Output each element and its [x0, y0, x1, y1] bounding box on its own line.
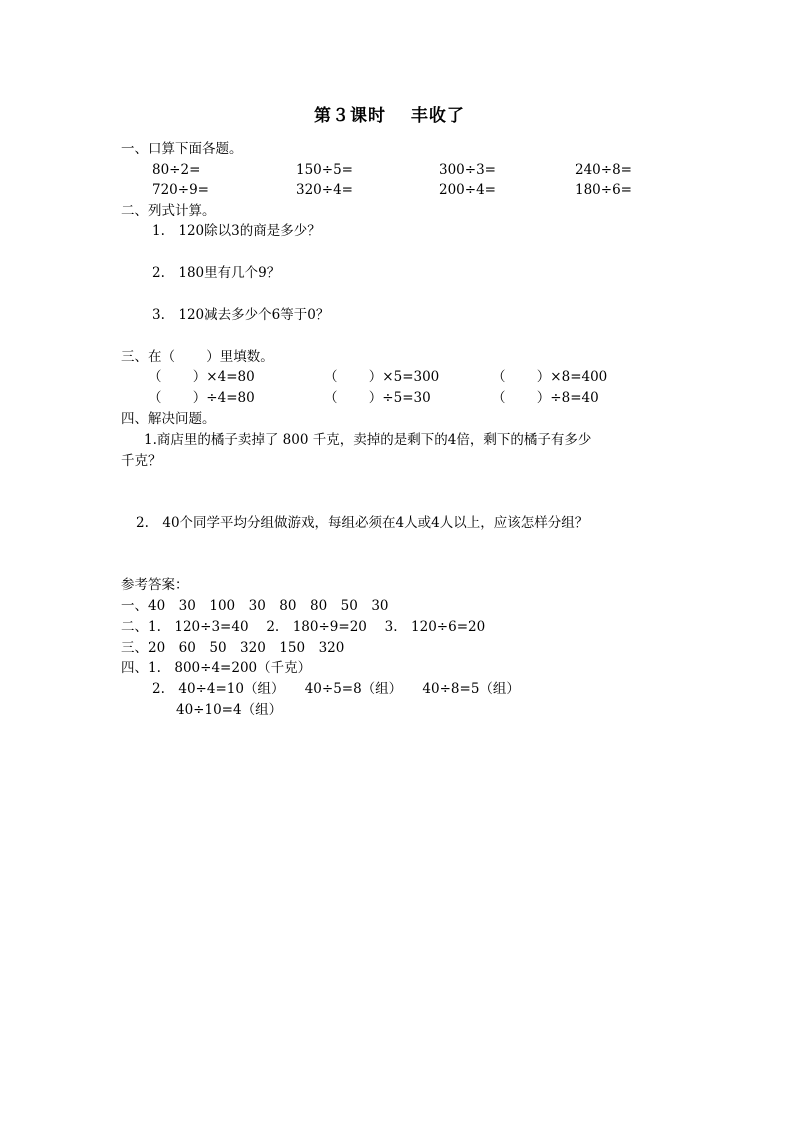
fill-blank-item: （ ）÷4=80: [148, 390, 255, 406]
written-calc-item: 2. 180里有几个9？: [152, 265, 281, 281]
answer-line: 一、40 30 100 30 80 80 50 30: [121, 598, 389, 614]
fill-blank-item: （ ）×5=300: [324, 369, 440, 385]
written-calc-item: 3. 120减去多少个6等于0？: [152, 307, 330, 323]
fill-blank-item: （ ）÷5=30: [324, 390, 431, 406]
word-problem-2: 2. 40个同学平均分组做游戏，每组必须在4人或4人以上，应该怎样分组？: [136, 515, 589, 531]
page-title: 第３课时 丰收了: [314, 106, 465, 126]
written-calc-item: 1. 120除以3的商是多少？: [152, 223, 321, 239]
answer-line: 2. 40÷4=10（组） 40÷5=8（组） 40÷8=5（组）: [152, 681, 520, 697]
answer-line: 40÷10=4（组）: [176, 702, 283, 718]
fill-blank-item: （ ）×4=80: [148, 369, 255, 385]
oral-calc-item: 150÷5=: [296, 162, 353, 178]
oral-calc-item: 200÷4=: [439, 182, 496, 198]
answer-line: 三、20 60 50 320 150 320: [121, 640, 345, 656]
oral-calc-item: 240÷8=: [575, 162, 632, 178]
fill-blank-item: （ ）×8=400: [492, 369, 608, 385]
answers-heading: 参考答案：: [121, 577, 189, 593]
oral-calc-item: 300÷3=: [439, 162, 496, 178]
oral-calc-item: 80÷2=: [152, 162, 201, 178]
fill-blank-item: （ ）÷8=40: [492, 390, 599, 406]
oral-calc-item: 720÷9=: [152, 182, 209, 198]
section-4-heading: 四、解决问题。: [121, 411, 216, 427]
oral-calc-item: 180÷6=: [575, 182, 632, 198]
section-1-heading: 一、口算下面各题。: [121, 141, 243, 157]
word-problem-1-line2: 千克？: [121, 453, 162, 469]
section-2-heading: 二、列式计算。: [121, 203, 216, 219]
word-problem-1-line1: 1.商店里的橘子卖掉了 800 千克，卖掉的是剩下的4倍，剩下的橘子有多少: [144, 432, 592, 448]
answer-line: 二、1. 120÷3=40 2. 180÷9=20 3. 120÷6=20: [121, 619, 486, 635]
oral-calc-item: 320÷4=: [296, 182, 353, 198]
answer-line: 四、1. 800÷4=200（千克）: [121, 660, 312, 676]
section-3-heading: 三、在（ ）里填数。: [121, 349, 274, 365]
